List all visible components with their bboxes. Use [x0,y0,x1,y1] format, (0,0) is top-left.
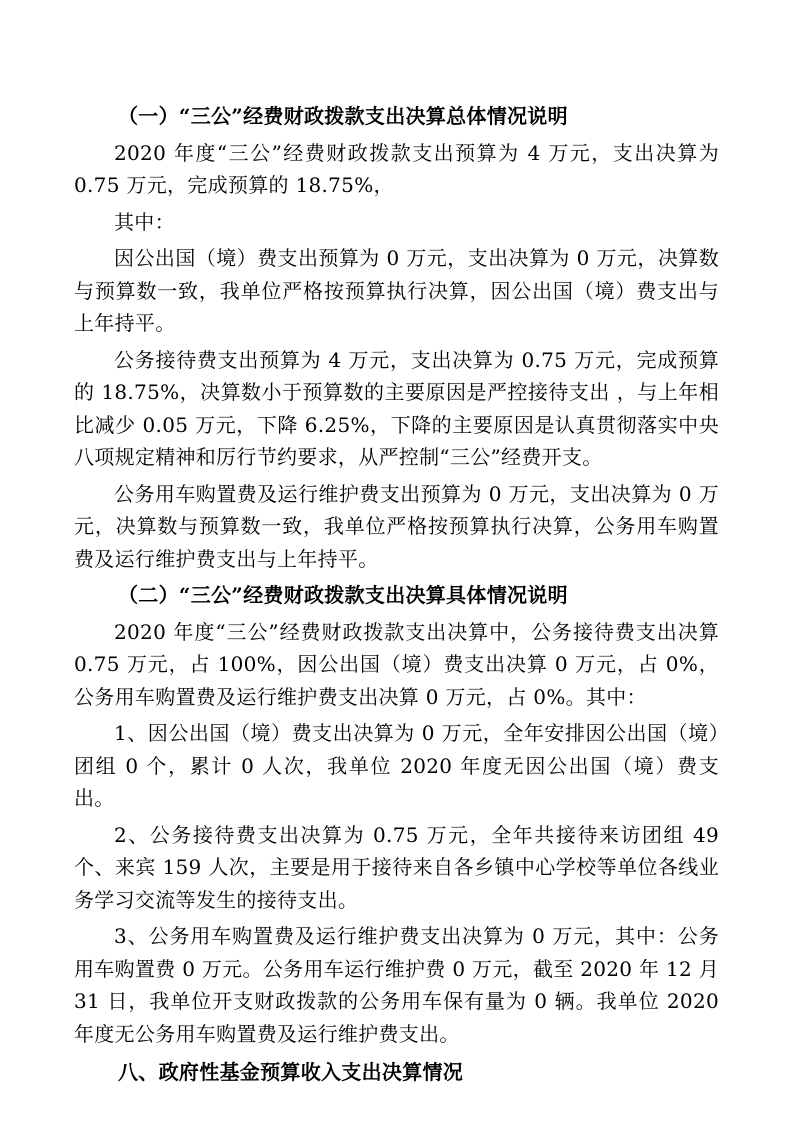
section-1-paragraph-1: 2020 年度“三公”经费财政拨款支出预算为 4 万元，支出决算为 0.75 万元，完成预算的 18.75%， [74,140,719,197]
document-body [74,100,719,1089]
section-2-heading: （二）“三公”经费财政拨款支出决算具体情况说明 [118,583,568,607]
section-8-heading: 八、政府性基金预算收入支出决算情况 [118,1060,464,1084]
section-1-paragraph-2: 其中： [114,209,175,234]
section-2-paragraph-4: 3、公务用车购置费及运行维护费支出决算为 0 万元，其中：公务用车购置费 0 万元。公务用车运行维护费 0 万元，截至 2020 年 12 月 31 日，我单位开支财政拨款的公务用车保有量为 0 辆。我单位 2020 年度无公务用车购置费及运行维护费支出。 [74,924,719,1046]
section-1-paragraph-3: 因公出国（境）费支出预算为 0 万元，支出决算为 0 万元，决算数与预算数一致，我单位严格按预算执行决算，因公出国（境）费支出与上年持平。 [74,246,719,335]
section-2-paragraph-3: 2、公务接待费支出决算为 0.75 万元，全年共接待来访团组 49 个、来宾 159 人次，主要是用于接待来自各乡镇中心学校等单位各线业务学习交流等发生的接待支出。 [74,822,719,912]
section-1-paragraph-4: 公务接待费支出预算为 4 万元，支出决算为 0.75 万元，完成预算的 18.75%，决算数小于预算数的主要原因是严控接待支出 ，与上年相比减少 0.05 万元，下降 6.25%，下降的主要原因是认真贯彻落实中央八项规定精神和厉行节约要求，从严控制“三公”经费开支。 [74,347,719,469]
section-2-paragraph-1: 2020 年度“三公”经费财政拨款支出决算中，公务接待费支出决算 0.75 万元，占 100%，因公出国（境）费支出决算 0 万元，占 0%，公务用车购置费及运行维护费支出决算 0 万元，占 0%。其中： [74,619,719,709]
section-1-heading: （一）“三公”经费财政拨款支出决算总体情况说明 [118,104,568,128]
section-2-paragraph-2: 1、因公出国（境）费支出决算为 0 万元，全年安排因公出国（境）团组 0 个，累计 0 人次，我单位 2020 年度无因公出国（境）费支出。 [74,721,719,810]
section-1-paragraph-5: 公务用车购置费及运行维护费支出预算为 0 万元，支出决算为 0 万元，决算数与预算数一致，我单位严格按预算执行决算，公务用车购置费及运行维护费支出与上年持平。 [74,481,719,571]
